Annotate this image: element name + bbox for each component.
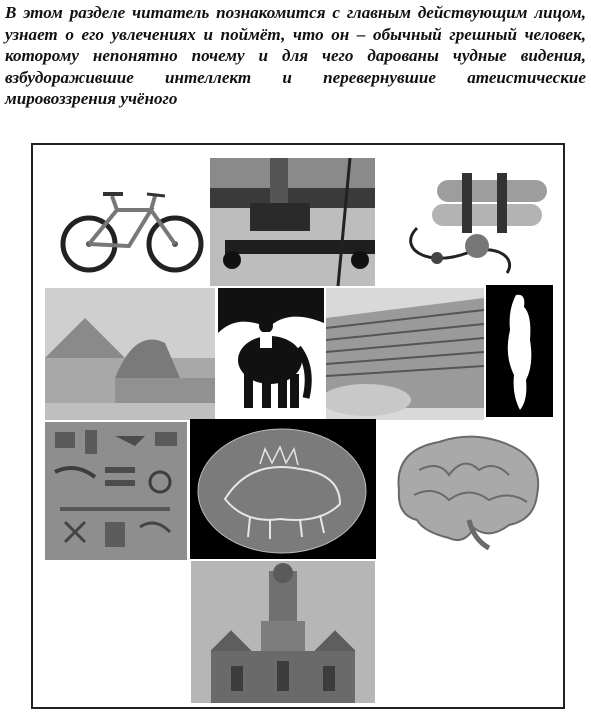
amphitheatre-image <box>326 288 484 420</box>
bicycle-image <box>47 158 207 286</box>
roller-skis-image <box>210 158 375 286</box>
scuba-gear-image <box>377 158 555 286</box>
engraved-stone-image <box>190 419 376 559</box>
hieroglyphs-image <box>45 422 187 560</box>
intro-paragraph: В этом разделе читатель познакомится с главным действующим лицом, узнает о его увлечениях и поймёт, что он – обычный грешный человек, которому непонятно почему и для чего дарованы чудные видения, взбудоражившие интеллект и перевернувшие атеистические мировоззрения учёного <box>5 3 586 108</box>
pyramid-sphinx-image <box>45 288 215 420</box>
silhouette-image <box>486 285 553 417</box>
image-collage-frame <box>31 143 565 709</box>
brain-image <box>379 420 551 558</box>
elephant-rider-image <box>218 288 324 418</box>
church-image <box>191 561 375 703</box>
